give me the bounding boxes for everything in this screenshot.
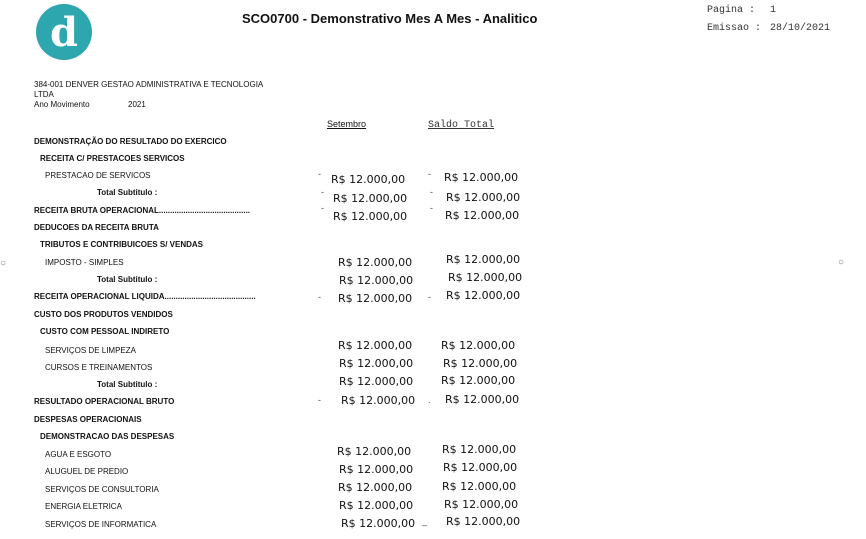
dash-mark: -	[318, 169, 321, 179]
dash-mark: -	[428, 292, 431, 302]
value-setembro: R$ 12.000,00	[339, 499, 414, 512]
company-name: 384-001 DENVER GESTAO ADMINISTRATIVA E TECNOLOGIA	[34, 80, 264, 89]
row-label: RESULTADO OPERACIONAL BRUTO	[34, 397, 175, 406]
value-saldo-total: R$ 12.000,00	[441, 374, 516, 387]
dash-mark: -	[430, 203, 433, 213]
row-label: ALUGUEL DE PREDIO	[45, 467, 129, 476]
value-saldo-total: R$ 12.000,00	[443, 461, 518, 474]
value-setembro: R$ 12.000,00	[341, 394, 416, 407]
dash-mark: _	[422, 516, 428, 526]
value-setembro: R$ 12.000,00	[338, 292, 413, 305]
row-label: TRIBUTOS E CONTRIBUICOES S/ VENDAS	[40, 240, 203, 249]
value-saldo-total: R$ 12.000,00	[445, 209, 520, 222]
page-number: 1	[770, 5, 777, 16]
row-label: AGUA E ESGOTO	[45, 450, 112, 459]
edge-mark-right: ○	[838, 257, 845, 268]
row-label: DEMONSTRAÇÃO DO RESULTADO DO EXERCICO	[34, 137, 227, 146]
value-saldo-total: R$ 12.000,00	[441, 339, 516, 352]
value-setembro: R$ 12.000,00	[338, 339, 413, 352]
row-label: DEDUCOES DA RECEITA BRUTA	[34, 223, 159, 232]
value-saldo-total: R$ 12.000,00	[442, 443, 517, 456]
dash-mark: -	[430, 187, 433, 197]
value-saldo-total: R$ 12.000,00	[442, 480, 517, 493]
value-setembro: R$ 12.000,00	[341, 517, 416, 530]
row-label: IMPOSTO - SIMPLES	[45, 258, 124, 267]
value-setembro: R$ 12.000,00	[333, 192, 408, 205]
row-label: Total Subtitulo :	[97, 275, 158, 284]
row-label: DESPESAS OPERACIONAIS	[34, 415, 142, 424]
row-label: SERVIÇOS DE INFORMATICA	[45, 520, 157, 529]
logo-letter: d	[50, 9, 78, 56]
value-saldo-total: R$ 12.000,00	[445, 393, 520, 406]
value-saldo-total: R$ 12.000,00	[443, 357, 518, 370]
page-label: Pagina :	[707, 5, 756, 16]
row-label: Total Subtitulo :	[97, 188, 158, 197]
value-saldo-total: R$ 12.000,00	[446, 515, 521, 528]
row-label: RECEITA BRUTA OPERACIONAL.........................................	[34, 206, 251, 215]
value-setembro: R$ 12.000,00	[339, 357, 414, 370]
dash-mark: -	[318, 395, 321, 405]
row-label: DEMONSTRACAO DAS DESPESAS	[40, 432, 175, 441]
value-saldo-total: R$ 12.000,00	[444, 498, 519, 511]
value-saldo-total: R$ 12.000,00	[446, 253, 521, 266]
value-setembro: R$ 12.000,00	[337, 445, 412, 458]
company-name-cont: LTDA	[34, 90, 54, 99]
row-label: PRESTACAO DE SERVICOS	[45, 171, 151, 180]
dash-mark: -	[321, 203, 324, 213]
row-label: CURSOS E TREINAMENTOS	[45, 363, 153, 372]
value-setembro: R$ 12.000,00	[338, 481, 413, 494]
row-label: CUSTO DOS PRODUTOS VENDIDOS	[34, 310, 173, 319]
row-label: CUSTO COM PESSOAL INDIRETO	[40, 327, 170, 336]
dash-mark: .	[428, 395, 431, 405]
emission-date: 28/10/2021	[770, 23, 831, 34]
value-setembro: R$ 12.000,00	[331, 173, 406, 186]
row-label: ENERGIA ELETRICA	[45, 502, 122, 511]
value-saldo-total: R$ 12.000,00	[448, 271, 523, 284]
year-label: Ano Movimento	[34, 100, 90, 109]
value-setembro: R$ 12.000,00	[339, 375, 414, 388]
year-value: 2021	[128, 100, 146, 109]
row-label: SERVIÇOS DE CONSULTORIA	[45, 485, 159, 494]
emission-label: Emissao :	[707, 23, 762, 34]
row-label: SERVIÇOS DE LIMPEZA	[45, 346, 136, 355]
value-setembro: R$ 12.000,00	[339, 463, 414, 476]
row-label: Total Subtitulo :	[97, 380, 158, 389]
value-saldo-total: R$ 12.000,00	[446, 289, 521, 302]
report-title: SCO0700 - Demonstrativo Mes A Mes - Analitico	[242, 11, 538, 26]
value-setembro: R$ 12.000,00	[339, 274, 414, 287]
dash-mark: -	[428, 169, 431, 179]
company-logo	[36, 4, 92, 60]
value-setembro: R$ 12.000,00	[333, 210, 408, 223]
column-header-saldo-total: Saldo Total	[428, 120, 495, 131]
row-label: RECEITA C/ PRESTACOES SERVICOS	[40, 154, 185, 163]
edge-mark-left: ○	[0, 258, 7, 269]
dash-mark: -	[321, 187, 324, 197]
dash-mark: -	[318, 292, 321, 302]
value-saldo-total: R$ 12.000,00	[444, 171, 519, 184]
row-label: RECEITA OPERACIONAL LIQUIDA.........................................	[34, 292, 256, 301]
value-setembro: R$ 12.000,00	[338, 256, 413, 269]
column-header-setembro: Setembro	[327, 119, 367, 129]
value-saldo-total: R$ 12.000,00	[446, 191, 521, 204]
